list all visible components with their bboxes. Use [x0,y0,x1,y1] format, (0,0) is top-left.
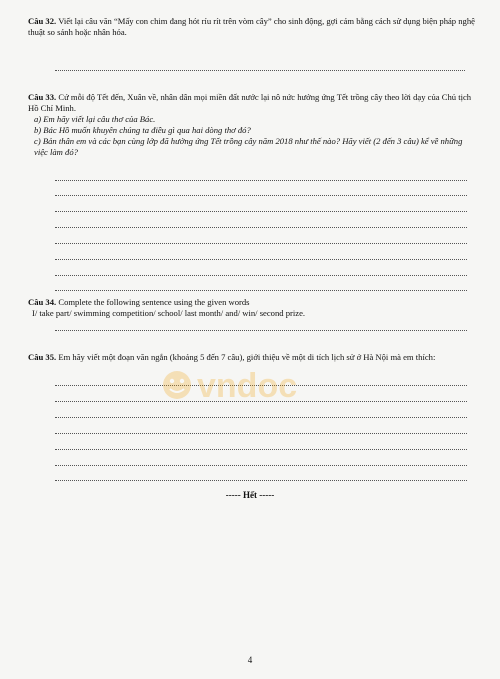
answer-line[interactable] [55,433,467,434]
answer-line[interactable] [55,330,467,331]
answer-line[interactable] [55,449,467,450]
question-34-label: Câu 34. [28,297,57,307]
question-32-label: Câu 32. [28,16,57,26]
answer-line[interactable] [55,465,467,466]
question-34 [28,297,476,319]
question-33-c: c) Bản thân em và các bạn cùng lớp đã hưởng ứng Tết trồng cây năm 2018 như thế nào? Hãy viết (2 đến 3 câu) kể về những việc làm đó? [34,136,463,157]
answer-line[interactable] [55,70,465,71]
answer-line[interactable] [55,180,467,181]
question-33-a: a) Em hãy viết lại câu thơ của Bác. [34,114,156,124]
answer-line[interactable] [55,243,467,244]
question-34-prompt: I/ take part/ swimming competition/ school/ last month/ and/ win/ second prize. [32,308,306,318]
answer-line[interactable] [55,290,467,291]
answer-line[interactable] [55,227,467,228]
question-33 [28,92,476,158]
question-35-text: Em hãy viết một đoạn văn ngắn (khoảng 5 đến 7 câu), giới thiệu về một di tích lịch sử ở Hà Nội mà em thích: [58,352,436,362]
question-32 [28,16,476,38]
answer-line[interactable] [55,480,467,481]
answer-line[interactable] [55,211,467,212]
question-33-label: Câu 33. [28,92,57,102]
question-33-b: b) Bác Hồ muốn khuyên chúng ta điều gì qua hai dòng thơ đó? [34,125,251,135]
question-34-text: Complete the following sentence using the given words [58,297,250,307]
question-35 [28,352,476,363]
question-33-text: Cứ mỗi độ Tết đến, Xuân về, nhân dân mọi miền đất nước lại nô nức hưởng ứng Tết trồng cây theo lời dạy của Chủ tịch Hồ Chí Minh. [28,92,472,113]
answer-line[interactable] [55,417,467,418]
question-32-text: Viết lại câu văn “Mấy con chim đang hót ríu rít trên vòm cây” cho sinh động, gợi cảm bằng cách sử dụng biện pháp nghệ thuật so sánh hoặc nhân hóa. [28,16,475,37]
answer-line[interactable] [55,259,467,260]
page-number: 4 [247,655,253,665]
svg-text:vndoc: vndoc [197,367,298,405]
answer-line[interactable] [55,275,467,276]
answer-line[interactable] [55,195,467,196]
question-35-label: Câu 35. [28,352,57,362]
answer-line[interactable] [55,385,467,386]
end-marker: ----- Hết ----- [225,490,275,500]
answer-line[interactable] [55,401,467,402]
